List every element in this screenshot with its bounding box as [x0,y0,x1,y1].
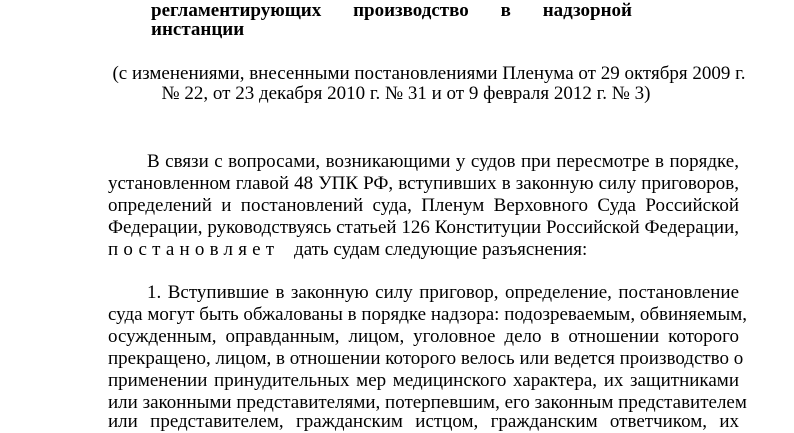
paragraph-1-line-1 [147,282,739,304]
document-title-line-2: инстанции [151,19,245,40]
title-word: производство [353,0,469,21]
resolves-keyword: постановляет [108,239,280,260]
paragraph-text: осужденным, оправданным, лицом, уголовное дело в отношении которого [108,326,739,347]
paragraph-text: 1. Вступившие в законную силу приговор, определение, постановление [147,282,739,303]
paragraph-text: применении принудительных мер медицинского характера, их защитниками [108,370,739,391]
preamble-text: В связи с вопросами, возникающими у судов при пересмотре в порядке, [147,151,739,172]
title-word: регламентирующих [151,0,322,21]
preamble-line-2 [108,173,739,195]
paragraph-1-line-2 [108,304,748,326]
preamble-text: установленном главой 48 УПК РФ, вступивших в законную силу приговоров, [108,173,739,194]
paragraph-text: прекращено, лицом, в отношении которого велось или ведется производство о [108,348,744,369]
paragraph-1-line-7 [108,411,739,433]
preamble-line-3 [108,195,739,217]
preamble-line-5 [108,239,587,261]
preamble-line-1 [147,151,739,173]
paragraph-text: или законными представителями, потерпевшим, его законным представителем [108,392,747,413]
amendments-note-line-1: (с изменениями, внесенными постановлениями Пленума от 29 октября 2009 г. [112,63,746,84]
paragraph-1-line-3 [108,326,739,348]
preamble-text: Федерации, руководствуясь статьей 126 Конституции Российской Федерации, [108,217,739,238]
title-word: в [500,0,511,21]
preamble-text: дать судам следующие разъяснения: [294,239,588,260]
paragraph-text: суда могут быть обжалованы в порядке надзора: подозреваемым, обвиняемым, [108,304,748,325]
title-word: надзорной [542,0,632,21]
paragraph-1-line-5 [108,370,739,392]
paragraph-text: или представителем, гражданским истцом, гражданским ответчиком, их [108,411,739,432]
paragraph-1-line-4 [108,348,744,370]
preamble-line-4 [108,217,739,239]
preamble-text: определений и постановлений суда, Пленум Верховного Суда Российской [108,195,739,216]
amendments-note-line-2: № 22, от 23 декабря 2010 г. № 31 и от 9 февраля 2012 г. № 3) [161,83,651,104]
